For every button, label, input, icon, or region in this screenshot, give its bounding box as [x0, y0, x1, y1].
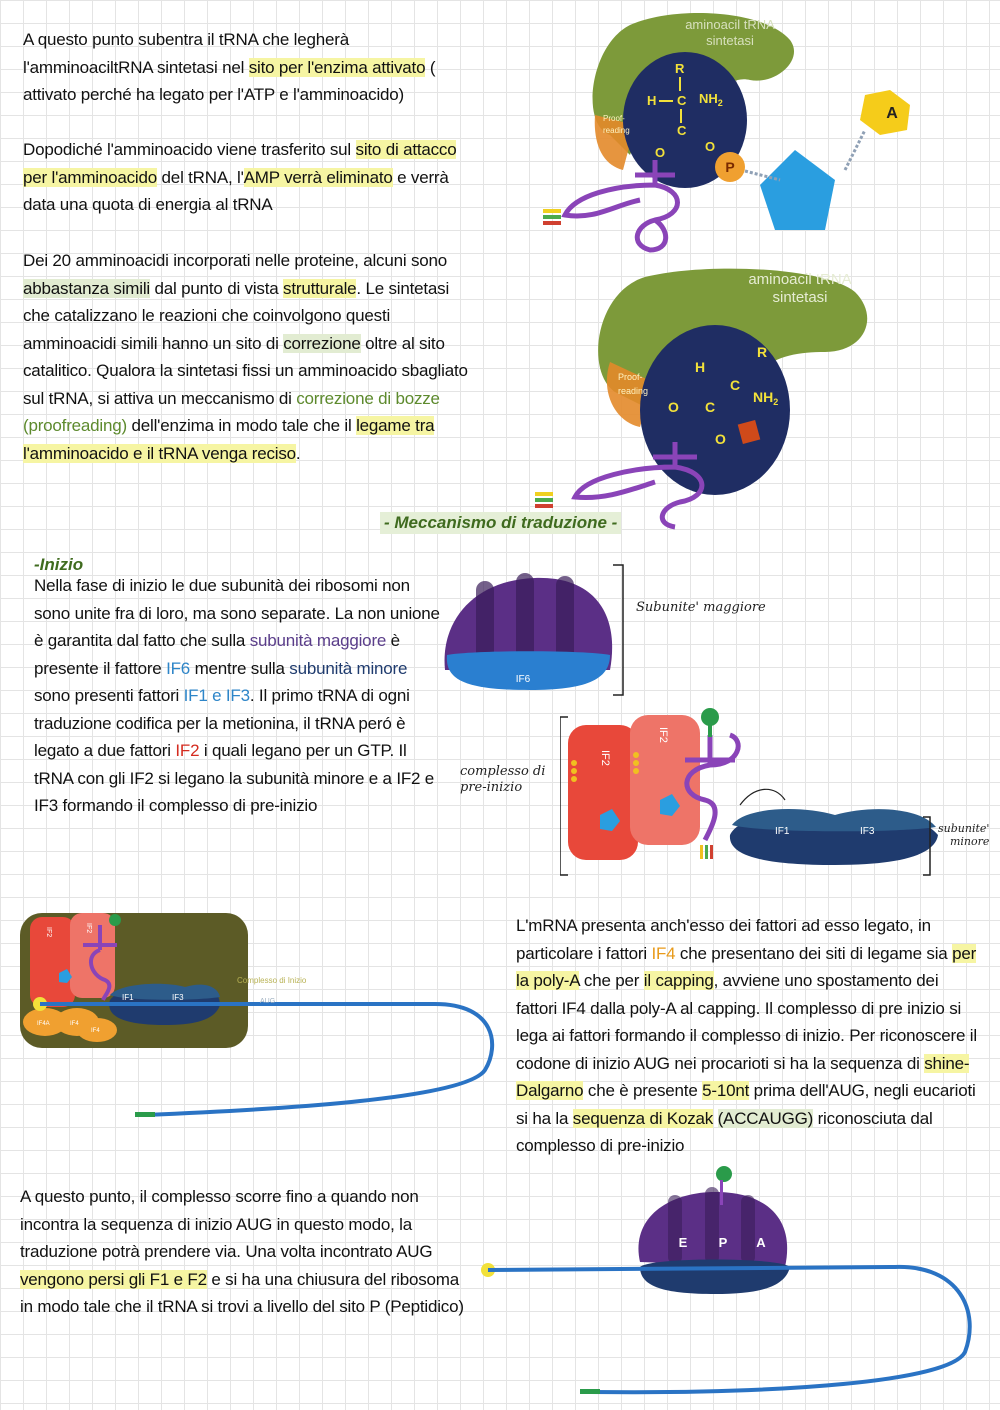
highlight-simili: abbastanza simili: [23, 278, 150, 298]
svg-text:H: H: [647, 93, 657, 108]
figure-synthetase-activated: [535, 5, 935, 265]
highlight-sito-attacco: sito di attacco per l'amminoacido: [23, 140, 457, 187]
svg-text:O: O: [715, 431, 726, 447]
paragraph-aug: A questo punto, il complesso scorre fino a quando non incontra la sequenza di inizio AUG in questo modo, la traduzione potrà prendere via. Una volta incontrato AUG vengono persi gli F1 e F2 e si ha una chiusura del ribosoma in modo tale che il tRNA si trovi a livello del sito P (Peptidico): [20, 1187, 464, 1316]
if2-left: [568, 725, 638, 860]
svg-text:IF4: IF4: [91, 1028, 100, 1034]
paragraph-proofreading: Dei 20 amminoacidi incorporati nelle proteine, alcuni sono abbastanza simili dal punto di vista strutturale. Le sintetasi che catalizzano le reazioni che coinvolgono questi amminoacidi simili hanno un sito di correzione oltre al sito catalitico. Qualora la sintetasi fissi un amminoacido sbagliato sul tRNA, si attiva un meccanismo di correzione di bozze (proofreading) dell'enzima in modo tale che il legame tra l'amminoacido e il tRNA venga reciso.: [23, 251, 468, 463]
svg-text:R: R: [757, 344, 768, 360]
svg-text:O: O: [668, 399, 679, 415]
svg-text:R: R: [675, 61, 685, 76]
paragraph-trna-attivato: A questo punto subentra il tRNA che legherà l'amminoaciltRNA sintetasi nel sito per l'enzima attivato ( attivato perché ha legato per l'ATP e l'amminoacido): [23, 30, 436, 104]
label-preinizio: complesso di pre-inizio: [460, 764, 546, 795]
inizio-heading: -Inizio: [34, 555, 84, 574]
svg-text:aminoacil tRNA: aminoacil tRNA: [748, 271, 852, 288]
highlight-sito-enzima: sito per l'enzima attivato: [248, 57, 426, 77]
svg-text:Proof-: Proof-: [618, 372, 643, 382]
figure-preinitiation: [560, 705, 950, 885]
figure-assembled-ribosome: [480, 1162, 990, 1397]
figure-large-subunit: [435, 560, 635, 700]
svg-text:IF3: IF3: [860, 826, 875, 837]
svg-text:AUG: AUG: [260, 998, 276, 1005]
section-title: - Meccanismo di traduzione -: [380, 512, 621, 534]
svg-text:A: A: [886, 105, 898, 122]
paragraph-inizio: Nella fase di inizio le due subunità dei ribosomi non sono unite fra di loro, ma sono separate. La non unione è garantita dal fatto che sulla subunità maggiore è presente il fattore IF6 mentre sulla subunità minore sono presenti fattori IF1 e IF3. Il primo tRNA di ogni traduzione codifica per la metionina, il tRNA peró è legato a due fattori IF2 i quali legano per un GTP. Il tRNA con gli IF2 si legano la subunità minore e a IF2 e IF3 formando il complesso di pre-inizio: [34, 576, 440, 815]
svg-text:IF2: IF2: [85, 923, 92, 934]
svg-text:E: E: [678, 1235, 688, 1250]
highlight-bozze: correzione di bozze (proofreading): [23, 388, 440, 435]
adenine-hexagon: [860, 90, 910, 135]
svg-text:reading: reading: [618, 386, 649, 396]
svg-text:A: A: [756, 1235, 766, 1250]
paragraph-trasferimento: Dopodiché l'amminoacido viene trasferito sul sito di attacco per l'amminoacido del tRNA, l'AMP verrà eliminato e verrà data una quota di energia al tRNA: [23, 140, 457, 214]
svg-text:O: O: [705, 139, 716, 154]
svg-text:IF2: IF2: [657, 727, 669, 743]
svg-text:NH2: $NH_2$: [699, 91, 723, 108]
svg-text:sintetasi: sintetasi: [772, 289, 828, 306]
figure-synthetase-proofreading: [535, 262, 955, 532]
svg-text:Complesso di Inizio: Complesso di Inizio: [237, 976, 307, 985]
svg-text:C: C: [677, 93, 687, 108]
svg-text:P: P: [725, 159, 735, 175]
svg-text:IF4A: IF4A: [37, 1021, 50, 1027]
svg-text:IF2: IF2: [45, 927, 52, 938]
highlight-correzione: correzione: [283, 333, 361, 353]
svg-text:IF3: IF3: [172, 993, 184, 1002]
ribose-pentagon: [760, 150, 835, 230]
svg-text:IF2: IF2: [599, 750, 611, 766]
svg-text:sintetasi: sintetasi: [706, 33, 754, 48]
figure-initiation-complex: [15, 905, 505, 1120]
svg-text:IF1: IF1: [122, 993, 134, 1002]
svg-text:NH2: $NH_2$: [753, 389, 779, 407]
if1-if3-factors: [732, 809, 936, 831]
highlight-legame: legame tra l'amminoacido e il tRNA venga reciso: [23, 416, 435, 463]
svg-text:aminoacil tRNA: aminoacil tRNA: [685, 17, 775, 32]
svg-text:C: C: [730, 377, 741, 393]
met-amino: [701, 708, 719, 726]
svg-text:Proof-: Proof-: [603, 114, 625, 123]
svg-text:IF4: IF4: [70, 1021, 79, 1027]
highlight-amp: AMP verrà eliminato: [243, 167, 393, 187]
svg-text:IF6: IF6: [515, 674, 531, 685]
svg-text:IF1: IF1: [775, 826, 790, 837]
svg-text:H: H: [695, 359, 706, 375]
svg-text:C: C: [677, 123, 687, 138]
svg-text:O: O: [655, 145, 666, 160]
svg-text:C: C: [705, 399, 716, 415]
label-subunita-minore: subunite' minore: [938, 822, 990, 848]
highlight-strutturale: strutturale: [283, 278, 357, 298]
label-subunita-maggiore: Subunite' maggiore: [636, 600, 766, 615]
svg-text:reading: reading: [603, 126, 630, 135]
svg-text:P: P: [718, 1235, 728, 1250]
paragraph-mrna: L'mRNA presenta anch'esso dei fattori ad esso legato, in particolare i fattori IF4 che presentano dei siti di legame sia per la poly-A che per il capping, avviene uno spostamento dei fattori IF4 dalla poly-A al capping. Il complesso di pre inizio si lega ai fattori formando il complesso di inizio. Per riconoscere il codone di inizio AUG nei procarioti si ha la sequenza di shine-Dalgarno che è presente 5-10nt prima dell'AUG, negli eucarioti si ha la sequenza di Kozak (ACCAUGG) riconosciuta dal complesso di pre-inizio: [516, 916, 977, 1155]
ribosome-small: [640, 1260, 790, 1295]
trna-shape: [565, 160, 678, 250]
